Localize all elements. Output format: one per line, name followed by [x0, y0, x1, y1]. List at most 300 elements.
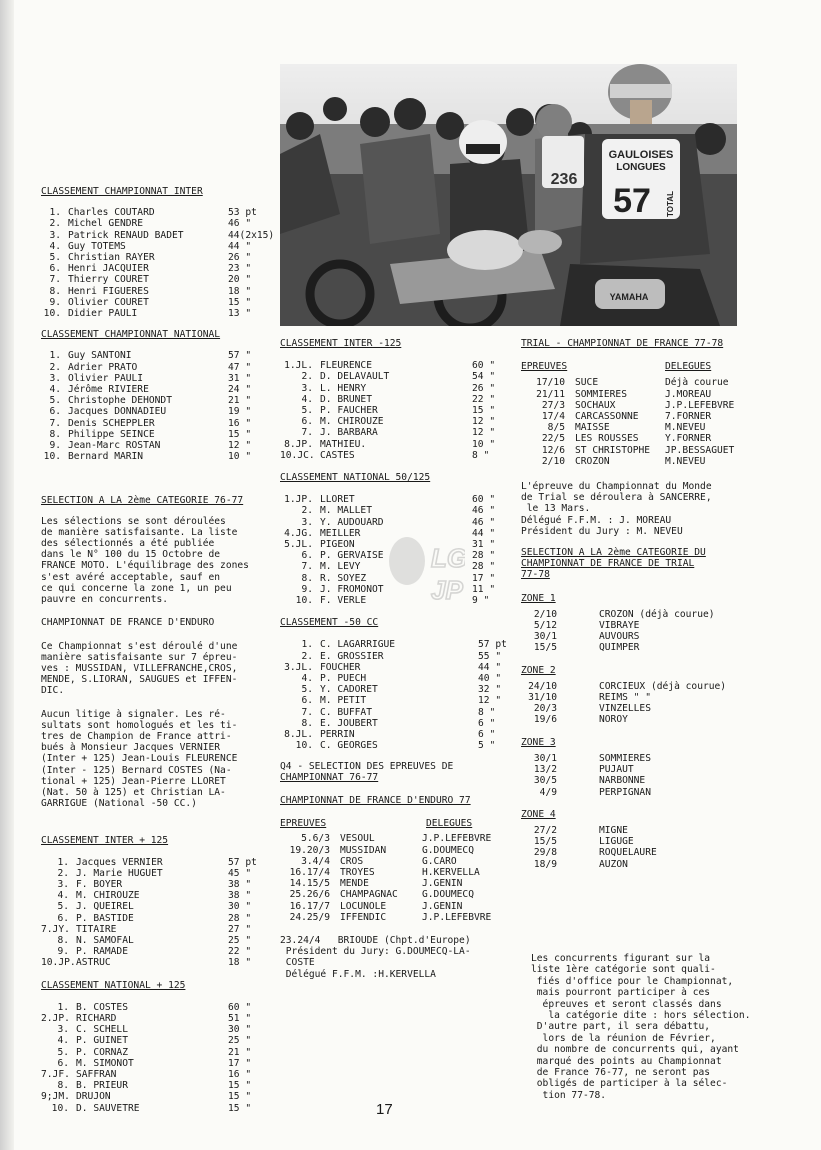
points: 11 " [472, 583, 496, 595]
rank: 3.JL. [284, 661, 313, 673]
event-delegate: Y.FORNER [665, 433, 712, 445]
event-date: 25.26/6 [289, 889, 330, 901]
rank: 9. [49, 440, 61, 452]
rider-name: J. BARBARA [320, 427, 378, 439]
table-row [41, 252, 276, 263]
rank: 1. [57, 1001, 69, 1013]
points: 45 " [228, 867, 252, 879]
rank: 2. [301, 371, 313, 383]
table-row [41, 406, 276, 417]
table-row [521, 377, 771, 388]
rank: 5. [301, 684, 313, 696]
table-row [280, 856, 510, 867]
points: 8 " [478, 706, 496, 718]
table-row [280, 573, 510, 584]
points: 44 " [472, 527, 496, 539]
rider-name: F. BOYER [76, 878, 123, 890]
list-item [521, 681, 771, 692]
list-item [521, 753, 771, 764]
zone-title: ZONE 2 [521, 664, 556, 676]
rank: 5. [301, 405, 313, 417]
points: 10 " [472, 438, 496, 450]
table-row [280, 684, 510, 695]
event-place: VINZELLES [599, 703, 651, 715]
event-date: 31/10 [528, 692, 557, 704]
points: 44 " [228, 240, 252, 252]
table-row [280, 360, 510, 371]
table-row [280, 729, 510, 740]
rider-name: B. COSTES [76, 1001, 128, 1013]
list-item [521, 631, 771, 642]
rider-name: L. HENRY [320, 382, 367, 394]
table-row [280, 427, 510, 438]
table-row [41, 418, 276, 429]
event-place: LES ROUSSES [575, 433, 639, 445]
enduro77-table [280, 833, 510, 923]
list-item [521, 764, 771, 775]
rank: 9. [301, 583, 313, 595]
event-date: 27/3 [541, 399, 565, 411]
event-delegate: G.CARO [422, 855, 457, 867]
rank: 7. [301, 561, 313, 573]
rider-name: Michel GENDRE [68, 218, 144, 230]
event-place: VESOUL [340, 833, 375, 845]
rank: 10. [295, 595, 313, 607]
rank: 2. [49, 361, 61, 373]
rider-name: E. GROSSIER [320, 650, 384, 662]
event-place: CROS [340, 855, 364, 867]
points: 47 " [228, 361, 252, 373]
rider-name: Y. CADORET [320, 684, 378, 696]
bib-sponsor-text-2: LONGUES [616, 162, 666, 173]
enduro77-col-delegues: DELEGUES [426, 818, 473, 830]
table-row [280, 595, 510, 606]
table-row [280, 371, 510, 382]
event-place: PERPIGNAN [599, 786, 651, 798]
points: 20 " [228, 274, 252, 286]
table-row [41, 1058, 276, 1069]
enduro77-note: 23.24/4 BRIOUDE (Chpt.d'Europe) Président du Jury: G.DOUMECQ-LA- COSTE Délégué F.F.M. :H.KERVELLA [280, 934, 471, 980]
enduro77-title: CHAMPIONNAT DE FRANCE D'ENDURO 77 [280, 794, 471, 806]
points: 16 " [228, 417, 252, 429]
table-row [41, 1069, 276, 1080]
table-row [280, 695, 510, 706]
points: 46 " [472, 516, 496, 528]
event-date: 4/9 [539, 786, 557, 798]
event-place: MENDE [340, 878, 369, 890]
table-row [41, 362, 276, 373]
table-row [41, 857, 276, 868]
rider-name: Christian RAYER [68, 252, 155, 264]
rider-name: ASTRUC [76, 957, 111, 969]
rider-name: P. PUECH [320, 673, 367, 685]
rank: 6. [49, 263, 61, 275]
rider-name: Jean-Marc ROSTAN [68, 440, 161, 452]
zone-title: ZONE 4 [521, 808, 556, 820]
event-date: 15/5 [533, 642, 557, 654]
right-column [521, 338, 771, 870]
list-item [521, 836, 771, 847]
table-row [41, 1047, 276, 1058]
event-place: NARBONNE [599, 775, 646, 787]
table-row [41, 230, 276, 241]
enduro77-col-epreuves: EPREUVES [280, 818, 327, 830]
trial-col-epreuves: EPREUVES [521, 361, 568, 373]
bib-brand: TOTAL [666, 191, 675, 217]
rider-name: F. VERLE [320, 595, 367, 607]
trial-header [521, 361, 771, 372]
event-date: 5.6/3 [301, 833, 330, 845]
table-row [280, 394, 510, 405]
points: 21 " [228, 395, 252, 407]
national-plus-title: CLASSEMENT NATIONAL + 125 [41, 979, 186, 991]
event-place: SOCHAUX [575, 399, 616, 411]
table-row [280, 450, 510, 461]
rider-name: PERRIN [320, 729, 355, 741]
rider-name: Jérôme RIVIERE [68, 384, 149, 396]
rank: 3. [301, 516, 313, 528]
points: 15 " [228, 428, 252, 440]
table-row [41, 946, 276, 957]
rank: 6. [301, 695, 313, 707]
rider-name: Olivier PAULI [68, 372, 144, 384]
rider-name: N. SAMOFAL [76, 934, 134, 946]
rank: 10. [51, 1102, 69, 1114]
rank: 4. [301, 673, 313, 685]
table-row [41, 924, 276, 935]
trial-table [521, 377, 771, 467]
event-place: CROZON (déjà courue) [599, 608, 715, 620]
event-place: LIGUGE [599, 836, 634, 848]
list-item [521, 642, 771, 653]
event-date: 2/10 [533, 608, 557, 620]
table-row [521, 422, 771, 433]
rider-name: CASTES [320, 449, 355, 461]
table-row [521, 411, 771, 422]
rider-name: Henri FIGUERES [68, 285, 149, 297]
table-row [41, 308, 276, 319]
points: 57 " [228, 350, 252, 362]
rank: 7. [301, 706, 313, 718]
rank: 6. [301, 550, 313, 562]
event-place: NOROY [599, 714, 628, 726]
zone-title: ZONE 1 [521, 592, 556, 604]
points: 28 " [472, 561, 496, 573]
logo-text-2: JP [431, 575, 463, 605]
points: 38 " [228, 878, 252, 890]
event-place: ROQUELAURE [599, 847, 657, 859]
rank: 3. [49, 229, 61, 241]
rank: 3. [301, 382, 313, 394]
event-date: 3.4/4 [301, 855, 330, 867]
rank: 4. [57, 1035, 69, 1047]
points: 26 " [472, 382, 496, 394]
rank: 3. [57, 1024, 69, 1036]
event-date: 14.15/5 [289, 878, 330, 890]
event-place: CHAMPAGNAC [340, 889, 398, 901]
q4-title-line-2: CHAMPIONNAT 76-77 [280, 771, 379, 783]
rank: 8. [57, 934, 69, 946]
trial-selection-title-3: 77-78 [521, 569, 550, 581]
rider-name: Christophe DEHONDT [68, 395, 172, 407]
rider-name: Didier PAULI [68, 308, 138, 320]
trial-final-text: Les concurrents figurant sur la liste 1ère catégorie sont quali- fiés d'office pour le Championnat, mais pourront participer à ces épreuves et seront classés dans la catégorie dite : hors sélection. D'autre part, il sera débattu, lors de la réunion de Février, du nombre de concurrents qui, ayant marqué des points au Championnat de France 76-77, ne seront pas obligés de participer à la sélec- tion 77-78. [531, 953, 751, 1101]
enduro77-header [280, 818, 510, 829]
minus50-ranking-list [280, 639, 510, 751]
rider-name: Denis SCHEPPLER [68, 417, 155, 429]
table-row [280, 718, 510, 729]
rank: 10. [295, 740, 313, 752]
table-row [41, 1002, 276, 1013]
trial-note: L'épreuve du Championnat du Monde de Trial se déroulera à SANCERRE, le 13 Mars. Délégué F.F.M. : J. MOREAU Président du Jury : M. NEVEU [521, 481, 712, 537]
points: 44 " [478, 661, 502, 673]
points: 51 " [228, 1012, 252, 1024]
points: 18 " [228, 957, 252, 969]
rider-name: DRUJON [76, 1091, 111, 1103]
event-place: AUVOURS [599, 631, 640, 643]
points: 27 " [228, 923, 252, 935]
rank: 7. [49, 274, 61, 286]
rider-name: Guy SANTONI [68, 350, 132, 362]
points: 44(2x15) [228, 229, 275, 241]
rider-name: P. RAMADE [76, 946, 128, 958]
left-column [41, 186, 276, 1114]
event-date: 13/2 [533, 764, 557, 776]
list-item [521, 787, 771, 798]
rider-name: J. QUEIREL [76, 901, 134, 913]
points: 24 " [228, 384, 252, 396]
rank: 2. [301, 505, 313, 517]
rank: 2. [57, 867, 69, 879]
points: 31 " [228, 372, 252, 384]
inter-minus-ranking-list [280, 360, 510, 461]
table-row [41, 1035, 276, 1046]
rider-name: B. PRIEUR [76, 1080, 128, 1092]
table-row [280, 651, 510, 662]
table-row [41, 957, 276, 968]
rank: 4.JG. [284, 527, 313, 539]
table-row [41, 207, 276, 218]
rider-name: FLEURENCE [320, 360, 372, 372]
table-row [280, 833, 510, 844]
rank: 7.JF. [41, 1069, 70, 1080]
event-date: 30/1 [533, 752, 557, 764]
table-row [521, 400, 771, 411]
selection-text: Les sélections se sont déroulées de manière satisfaisante. La liste des sélectionnés a été publiée dans le N° 100 du 15 Octobre de FRANCE MOTO. L'équilibrage des zones s'est avéré acceptable, sauf en ce qui concerne la zone 1, un peu pauvre en concurrents. [41, 515, 249, 606]
event-place: IFFENDIC [340, 911, 387, 923]
event-place: TROYES [340, 866, 375, 878]
rank: 8. [49, 428, 61, 440]
event-date: 30/5 [533, 775, 557, 787]
event-date: 24.25/9 [289, 911, 330, 923]
rank: 3. [49, 372, 61, 384]
table-row [280, 539, 510, 550]
rank: 10.JC. [280, 449, 315, 461]
event-delegate: J.GENIN [422, 878, 463, 890]
points: 12 " [472, 427, 496, 439]
event-place: PUJAUT [599, 764, 634, 776]
points: 6 " [478, 717, 496, 729]
table-row [280, 639, 510, 650]
points: 53 pt [228, 207, 257, 219]
points: 60 " [228, 1001, 252, 1013]
table-row [521, 389, 771, 400]
table-row [41, 440, 276, 451]
list-item [521, 847, 771, 858]
rider-name: M. PETIT [320, 695, 367, 707]
rank: 7. [49, 417, 61, 429]
rank: 6. [49, 406, 61, 418]
table-row [280, 416, 510, 427]
table-row [280, 912, 510, 923]
rank: 5. [57, 1046, 69, 1058]
points: 30 " [228, 1024, 252, 1036]
table-row [280, 901, 510, 912]
event-date: 18/9 [533, 858, 557, 870]
rider-name: M. CHIROUZE [76, 890, 140, 902]
event-date: 22/5 [541, 433, 565, 445]
event-date: 19.20/3 [289, 844, 330, 856]
rank: 5.JL. [284, 539, 313, 551]
rank: 8.JL. [284, 729, 313, 741]
list-item [521, 714, 771, 725]
list-item [521, 859, 771, 870]
bib-sponsor-text: GAULOISES [608, 149, 674, 161]
rank: 5. [49, 395, 61, 407]
event-date: 24/10 [528, 680, 557, 692]
rank: 8. [301, 572, 313, 584]
event-place: CORCIEUX (déjà courue) [599, 680, 727, 692]
rank: 6. [57, 912, 69, 924]
event-date: 15/5 [533, 836, 557, 848]
rider-name: Jacques VERNIER [76, 856, 163, 868]
event-date: 29/8 [533, 847, 557, 859]
points: 15 " [472, 405, 496, 417]
trial-zones [521, 593, 771, 870]
event-delegate: Déjà courue [665, 377, 729, 389]
points: 15 " [228, 296, 252, 308]
table-row [280, 845, 510, 856]
event-place: CARCASSONNE [575, 411, 639, 423]
rider-name: D. SAUVETRE [76, 1102, 140, 1114]
event-delegate: 7.FORNER [665, 411, 712, 423]
table-row [280, 584, 510, 595]
inter-plus-ranking-list [41, 857, 276, 969]
rider-name: J. FROMONOT [320, 583, 384, 595]
rank: 8. [301, 717, 313, 729]
rider-name: M. CHIROUZE [320, 416, 384, 428]
table-row [41, 1024, 276, 1035]
national-50-ranking-list [280, 494, 510, 606]
points: 12 " [478, 695, 502, 707]
inter-title: CLASSEMENT CHAMPIONNAT INTER [41, 186, 203, 197]
rank: 2. [49, 218, 61, 230]
table-row [41, 429, 276, 440]
event-delegate: H.KERVELLA [422, 866, 480, 878]
event-date: 16.17/4 [289, 866, 330, 878]
rider-name: RICHARD [76, 1012, 117, 1024]
points: 54 " [472, 371, 496, 383]
table-row [41, 297, 276, 308]
event-place: MAISSE [575, 422, 610, 434]
rider-name: Y. AUDOUARD [320, 516, 384, 528]
points: 28 " [472, 550, 496, 562]
rank: 9. [49, 296, 61, 308]
inter-ranking-list [41, 207, 276, 319]
points: 22 " [228, 946, 252, 958]
table-row [41, 286, 276, 297]
event-place: SUCE [575, 377, 599, 389]
points: 6 " [478, 729, 496, 741]
table-row [41, 263, 276, 274]
trial-selection-title [521, 547, 771, 581]
event-delegate: J.MOREAU [665, 388, 712, 400]
event-place: SOMMIERES [575, 388, 627, 400]
event-delegate: J.P.LEFEBVRE [665, 399, 735, 411]
rider-name: D. DELAVAULT [320, 371, 390, 383]
list-item [521, 692, 771, 703]
points: 46 " [472, 505, 496, 517]
table-row [41, 241, 276, 252]
enduro-text-1: Ce Championnat s'est déroulé d'une manière satisfaisante sur 7 épreu- ves : MUSSIDAN, VILLEFRANCHE,CROS, MENDE, S.LIORAN, SAUGUES et IFFEN- DIC. [41, 640, 238, 697]
table-row [41, 373, 276, 384]
list-item [521, 609, 771, 620]
points: 60 " [472, 360, 496, 372]
event-date: 21/11 [536, 388, 565, 400]
table-row [41, 913, 276, 924]
rank: 9. [57, 946, 69, 958]
points: 57 pt [478, 639, 507, 651]
event-date: 30/1 [533, 631, 557, 643]
rank: 4. [57, 890, 69, 902]
rank: 4. [49, 384, 61, 396]
table-row [280, 494, 510, 505]
list-item [521, 775, 771, 786]
tank-brand: YAMAHA [609, 292, 649, 302]
rider-name: Bernard MARIN [68, 451, 144, 463]
table-row [280, 662, 510, 673]
table-row [280, 528, 510, 539]
event-place: AUZON [599, 858, 628, 870]
event-date: 19/6 [533, 714, 557, 726]
table-row [41, 868, 276, 879]
event-place: CROZON [575, 455, 610, 467]
event-delegate: M.NEVEU [665, 422, 706, 434]
table-row [280, 383, 510, 394]
event-date: 17/10 [536, 377, 565, 389]
event-date: 27/2 [533, 824, 557, 836]
national-50-title: CLASSEMENT NATIONAL 50/125 [280, 472, 431, 484]
trial-col-delegues: DELEGUES [665, 361, 712, 373]
rank: 8.JP. [284, 438, 313, 450]
table-row [41, 1103, 276, 1114]
table-row [280, 867, 510, 878]
zone-list [521, 753, 771, 798]
table-row [41, 1091, 276, 1102]
rider-name: Adrier PRATO [68, 361, 138, 373]
rank: 7.JY. [41, 923, 70, 935]
rank: 8. [49, 285, 61, 297]
rider-name: Charles COUTARD [68, 207, 155, 219]
event-date: 8/5 [547, 422, 565, 434]
rider-name: FOUCHER [320, 661, 361, 673]
bib-number: 57 [613, 182, 651, 220]
table-row [280, 707, 510, 718]
rider-name: P. GUINET [76, 1035, 128, 1047]
rank: 1.JP. [284, 494, 313, 506]
inter-plus-title: CLASSEMENT INTER + 125 [41, 835, 169, 847]
rank: 10. [43, 308, 61, 320]
